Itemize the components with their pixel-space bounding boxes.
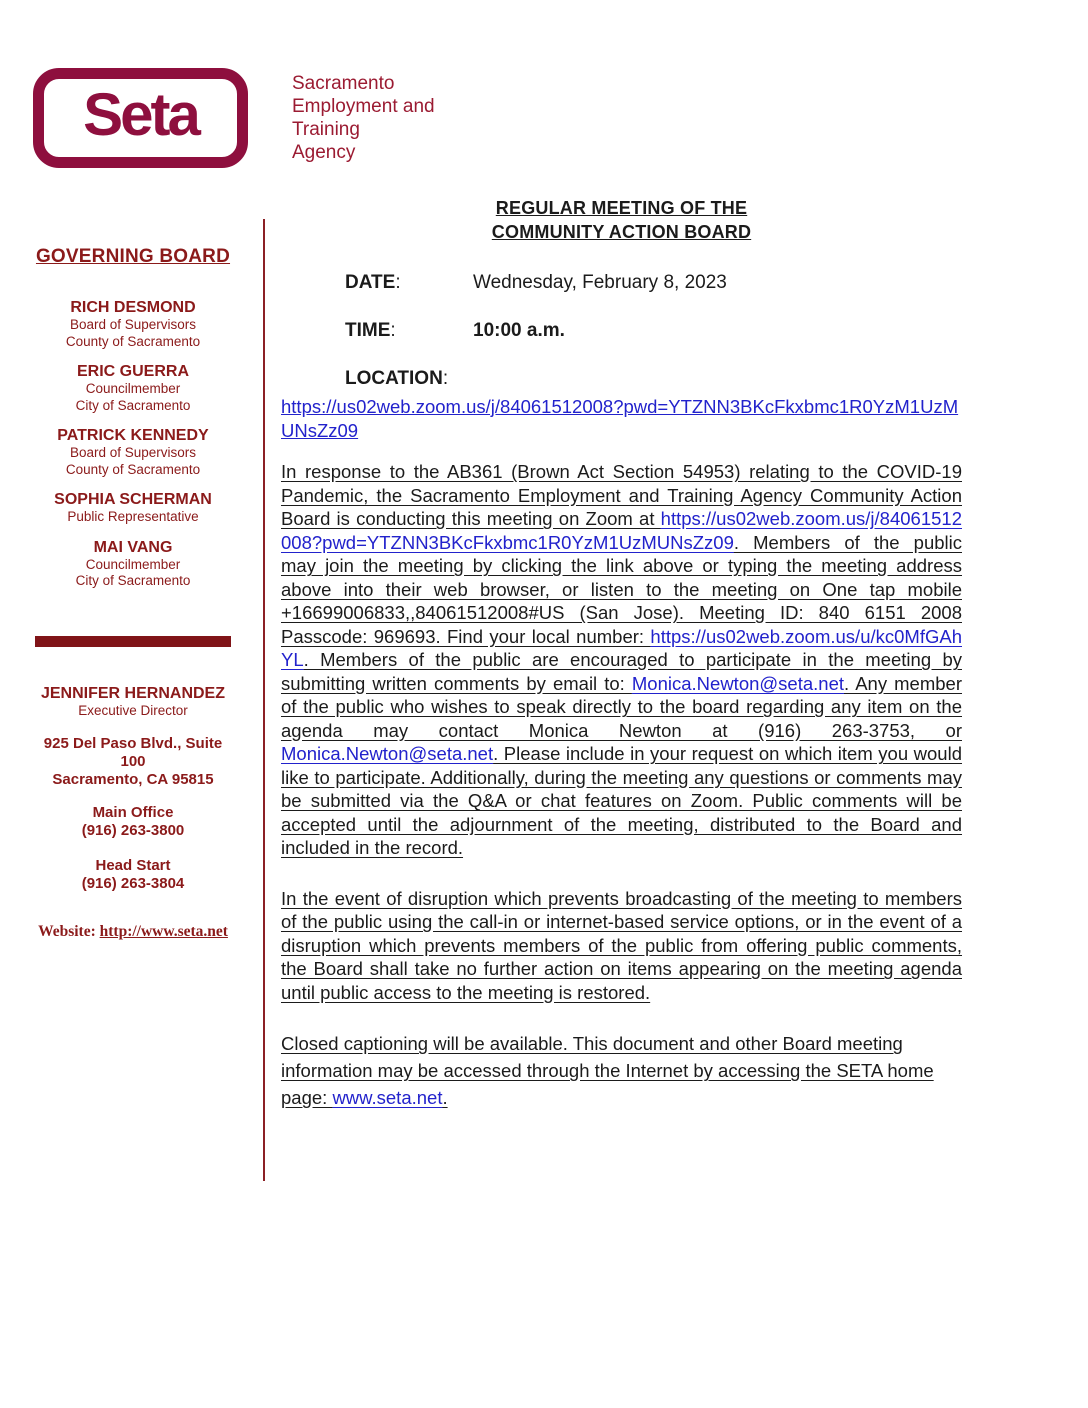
paragraph-text: In response to the AB361 (Brown Act Section 54953) relating to the COVID-19 Pandemic, the Sacramento Employment and Training Agency Community Action Board is conducting this meeting on Zoom at — [281, 461, 962, 529]
sidebar-divider-bar — [35, 636, 231, 647]
main-office-phone: (916) 263-3800 — [81, 822, 185, 839]
meeting-title — [281, 196, 962, 244]
meeting-details — [281, 272, 962, 390]
main-office-label: Main Office — [92, 804, 174, 821]
email-link[interactable]: Monica.Newton@seta.net — [281, 743, 494, 764]
member-role: Councilmember — [85, 381, 181, 396]
seta-logo-text: Seta — [83, 81, 198, 148]
email-link[interactable]: Monica.Newton@seta.net — [631, 672, 844, 694]
member-name: SOPHIA SCHERMAN — [54, 491, 212, 508]
time-label — [345, 320, 473, 342]
disruption-paragraph: In the event of disruption which prevents broadcasting of the meeting to members of the public using the call-in or internet-based service options, or in the event of a disruption which prevents members of the public from offering public comments, the Board shall take no further action on items appearing on the meeting agenda until public access to the meeting is restored. — [281, 887, 962, 1003]
zoom-meeting-link-inline[interactable]: https://us02web.zoom.us/j/84061512008?pwd=YTZNN3BKcFkxbmc1R0YzM1UzMUNsZz09 — [281, 508, 962, 553]
meeting-title-line: COMMUNITY ACTION BOARD — [491, 222, 752, 242]
address-line: 925 Del Paso Blvd., Suite 100 — [43, 735, 223, 770]
agency-name-line: Sacramento — [292, 73, 395, 94]
agency-name — [292, 72, 435, 164]
time-row — [281, 320, 962, 342]
board-member — [33, 539, 233, 590]
paragraph-text: . — [442, 1087, 448, 1108]
board-member — [33, 363, 233, 414]
date-value: Wednesday, February 8, 2023 — [473, 272, 727, 293]
head-start-phone: (916) 263-3804 — [81, 875, 185, 892]
member-role: Public Representative — [67, 509, 199, 524]
agency-name-line: Employment and — [292, 96, 435, 117]
date-row — [281, 272, 962, 294]
executive-director-name: JENNIFER HERNANDEZ — [40, 684, 225, 702]
board-member — [33, 299, 233, 350]
agency-name-line: Training — [292, 119, 360, 140]
time-value: 10:00 a.m. — [473, 320, 565, 341]
head-start-contact — [33, 857, 233, 893]
paragraph-text: . Any member of the public who wishes to speak directly to the board regarding any item on the agenda may contact Monica Newton at (916) 263-3753, or — [281, 672, 962, 741]
member-name: ERIC GUERRA — [76, 363, 189, 380]
board-member — [33, 491, 233, 526]
member-role: Board of Supervisors — [69, 445, 197, 460]
paragraph-text: . Members of the public may join the meeting by clicking the link above or typing the meeting address above into their web browser, or listen to the meeting on One tap mobile +16699006833,,84061512008#US (San Jose). Meeting ID: 840 6151 2008 Passcode: 969693. Find your local number: — [281, 531, 962, 647]
member-org: City of Sacramento — [75, 397, 191, 413]
member-org: City of Sacramento — [75, 573, 191, 588]
paragraph-text: Closed captioning will be available. This document and other Board meeting information may be accessed through the Internet by accessing the SETA home page: — [281, 1033, 934, 1108]
paragraph-text: . Members of the public are encouraged to participate in the meeting by submitting written comments by email to: — [281, 649, 962, 694]
agency-address — [33, 735, 233, 789]
member-org: County of Sacramento — [65, 333, 201, 349]
website-link[interactable]: http://www.seta.net — [99, 923, 228, 940]
colon: : — [395, 272, 401, 293]
meeting-notice — [281, 196, 962, 1111]
colon: : — [442, 368, 449, 389]
location-row — [281, 368, 962, 390]
website-label: Website: — [38, 923, 96, 940]
address-line: Sacramento, CA 95815 — [52, 771, 214, 788]
closed-captioning-paragraph — [281, 1030, 962, 1111]
location-label-text: LOCATION — [345, 368, 443, 389]
member-name: PATRICK KENNEDY — [57, 427, 209, 444]
website-line — [33, 923, 233, 941]
executive-director-title: Executive Director — [78, 702, 188, 718]
main-office-contact — [33, 804, 233, 840]
seta-logo — [33, 68, 248, 168]
sidebar — [33, 246, 233, 941]
seta-homepage-link[interactable]: www.seta.net — [332, 1087, 443, 1108]
executive-director — [33, 685, 233, 720]
meeting-access-paragraph — [281, 460, 962, 860]
time-label-text: TIME — [345, 320, 391, 341]
zoom-meeting-link[interactable]: https://us02web.zoom.us/j/84061512008?pwd=YTZNN3BKcFkxbmc1R0YzM1UzMUNsZz09 — [281, 396, 959, 441]
location-label — [345, 368, 473, 390]
board-member — [33, 427, 233, 478]
member-org: County of Sacramento — [65, 461, 201, 477]
colon: : — [390, 320, 396, 341]
member-name: RICH DESMOND — [70, 299, 196, 316]
date-label-text: DATE — [345, 272, 396, 293]
date-label — [345, 272, 473, 294]
member-role: Councilmember — [85, 556, 181, 572]
meeting-title-line: REGULAR MEETING OF THE — [495, 198, 748, 218]
governing-board-heading: GOVERNING BOARD — [35, 246, 231, 267]
head-start-label: Head Start — [95, 857, 171, 874]
agency-name-line: Agency — [292, 142, 356, 163]
vertical-divider — [263, 219, 265, 1181]
local-number-link[interactable]: https://us02web.zoom.us/u/kc0MfGAhYL — [281, 625, 962, 670]
paragraph-text: . Please include in your request on which item you would like to participate. Additionally, during the meeting any questions or comments may be submitted via the Q&A or chat features on Zoom. Public comments will be accepted until the adjournment of the meeting, distributed to the Board and included in the record. — [281, 743, 962, 858]
member-name: MAI VANG — [93, 538, 173, 556]
member-role: Board of Supervisors — [69, 317, 197, 332]
